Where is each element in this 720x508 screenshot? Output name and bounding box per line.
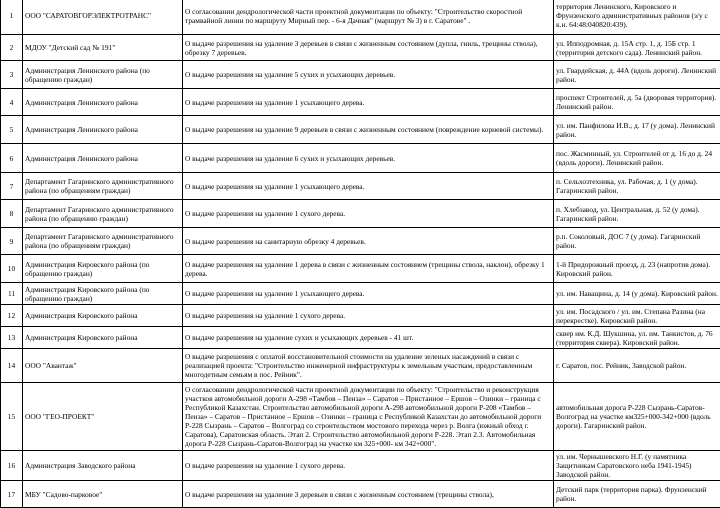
table-body xyxy=(1,0,720,508)
description-cell: О выдаче разрешения на санитарную обрезку 4 деревьев. xyxy=(183,228,554,255)
address-cell: п. Хлебзавод, ул. Центральная, д. 52 (у дома). Гагаринский район. xyxy=(554,200,720,228)
organization-cell: Администрация Заводского района xyxy=(23,451,183,481)
row-number-cell: 4 xyxy=(1,89,23,116)
table-row xyxy=(1,327,720,349)
row-number-cell: 1 xyxy=(1,0,23,35)
description-cell: О выдаче разрешения на удаление 9 деревьев в связи с жизненным состоянием (повреждение корневой системы). xyxy=(183,116,554,144)
table-row xyxy=(1,35,720,61)
row-number-cell: 2 xyxy=(1,35,23,61)
address-cell: пос. Жасминный, ул. Строителей от д. 16 до д. 24 (вдоль дороги). Ленинский район. xyxy=(554,144,720,173)
description-cell: О выдаче разрешения на удаление 1 дерева в связи с жизненным состоянием (трещины ствола, наклон), обрезку 1 дерева. xyxy=(183,255,554,283)
address-cell: сквер им. К.Д. Шукшина, ул. им. Танкистов, д. 76 (территория сквера). Кировский район. xyxy=(554,327,720,349)
description-cell: О выдаче разрешения на удаление 1 усыхающего дерева. xyxy=(183,89,554,116)
row-number-cell: 3 xyxy=(1,61,23,89)
description-cell: О выдаче разрешения на удаление 6 сухих и усыхающих деревьев. xyxy=(183,144,554,173)
organization-cell: МДОУ "Детский сад № 191" xyxy=(23,35,183,61)
row-number-cell: 9 xyxy=(1,228,23,255)
organization-cell: МБУ "Садово-парковое" xyxy=(23,481,183,508)
row-number-cell: 10 xyxy=(1,255,23,283)
organization-cell: Администрация Ленинского района xyxy=(23,116,183,144)
address-cell: ул. им. Посадского / ул. им. Степана Разина (на перекрестке). Кировский район. xyxy=(554,305,720,327)
description-cell: О выдаче разрешения на удаление 1 сухого дерева. xyxy=(183,200,554,228)
row-number-cell: 12 xyxy=(1,305,23,327)
table-row xyxy=(1,173,720,200)
address-cell: ул. Ипподромная, д. 15А стр. 1, д. 15Б стр. 1 (территория детского сада). Ленинский район. xyxy=(554,35,720,61)
organization-cell: Администрация Кировского района (по обращению граждан) xyxy=(23,255,183,283)
table-row xyxy=(1,283,720,305)
table-row xyxy=(1,144,720,173)
organization-cell: Администрация Кировского района (по обращению граждан) xyxy=(23,283,183,305)
description-cell: О выдаче разрешения на удаление 1 сухого дерева. xyxy=(183,305,554,327)
address-cell: ул. им. Наващина, д. 14 (у дома). Кировский район. xyxy=(554,283,720,305)
address-cell: г. Саратов, пос. Рейник, Заводской район. xyxy=(554,349,720,383)
organization-cell: ООО "ГЕО-ПРОЕКТ" xyxy=(23,383,183,451)
description-cell: О выдаче разрешения на удаление 1 усыхающего дерева. xyxy=(183,173,554,200)
description-cell: О выдаче разрешения на удаление сухих и усыхающих деревьев - 41 шт. xyxy=(183,327,554,349)
description-cell: О выдаче разрешения на удаление 3 деревьев в связи с жизненным состоянием (трещины ствола), xyxy=(183,481,554,508)
organization-cell: Администрация Ленинского района (по обращению граждан) xyxy=(23,61,183,89)
row-number-cell: 11 xyxy=(1,283,23,305)
organization-cell: Департамент Гагаринского административного района (по обращению граждан) xyxy=(23,200,183,228)
table-row xyxy=(1,228,720,255)
address-cell: Детский парк (территория парка). Фрунзенский район. xyxy=(554,481,720,508)
organization-cell: Департамент Гагаринского административного района (по обращениям граждан) xyxy=(23,228,183,255)
table-row xyxy=(1,89,720,116)
row-number-cell: 8 xyxy=(1,200,23,228)
address-cell: 1-й Придорожный проезд, д. 23 (напротив дома). Кировский район. xyxy=(554,255,720,283)
row-number-cell: 13 xyxy=(1,327,23,349)
row-number-cell: 16 xyxy=(1,451,23,481)
row-number-cell: 5 xyxy=(1,116,23,144)
address-cell: территория Ленинского, Кировского и Фрунзенского административных районов (з/у с к.н. 64:48:040820:439). xyxy=(554,0,720,35)
organization-cell: Администрация Ленинского района xyxy=(23,89,183,116)
address-cell: проспект Строителей, д. 5а (дворовая территория). Ленинский район. xyxy=(554,89,720,116)
description-cell: О выдаче разрешения на удаление 1 сухого дерева. xyxy=(183,451,554,481)
organization-cell: Администрация Кировского района xyxy=(23,327,183,349)
row-number-cell: 17 xyxy=(1,481,23,508)
organization-cell: Администрация Кировского района xyxy=(23,305,183,327)
address-cell: автомобильная дорога Р-228 Сызрань-Саратов-Волгоград на участке км325+000-342+000 (вдоль дороги). Гагаринский район. xyxy=(554,383,720,451)
table-row xyxy=(1,255,720,283)
address-cell: п. Сельхозтехника, ул. Рабочая, д. 1 (у дома). Гагаринский район. xyxy=(554,173,720,200)
table-row xyxy=(1,305,720,327)
row-number-cell: 6 xyxy=(1,144,23,173)
table-row xyxy=(1,116,720,144)
table-row xyxy=(1,383,720,451)
row-number-cell: 7 xyxy=(1,173,23,200)
organization-cell: Администрация Ленинского района xyxy=(23,144,183,173)
organization-cell: ООО "Авантаж" xyxy=(23,349,183,383)
table-row xyxy=(1,61,720,89)
address-cell: р.п. Соколовый, ДОС 7 (у дома). Гагаринский район. xyxy=(554,228,720,255)
table-row xyxy=(1,0,720,35)
description-cell: О выдаче разрешения на удаление 5 сухих и усыхающих деревьев. xyxy=(183,61,554,89)
address-cell: ул. им. Панфилова И.В., д. 17 (у дома). Ленинский район. xyxy=(554,116,720,144)
organization-cell: ООО "САРАТОВГОРЭЛЕКТРОТРАНС" xyxy=(23,0,183,35)
description-cell: О согласовании дендрологической части проектной документации по объекту: "Строительство скоростной трамвайной линии по маршруту Мирный пер. - 6-я Дачная" (маршрут № 3) в г. Саратове" . xyxy=(183,0,554,35)
row-number-cell: 15 xyxy=(1,383,23,451)
description-cell: О выдаче разрешения с оплатой восстановительной стоимости на удаление зеленых насаждений в связи с реализацией проекта: "Строительство инженерной инфраструктуры к земельным участкам, предоставленным многодетным семьям в пос. Рейник". xyxy=(183,349,554,383)
description-cell: О выдаче разрешения на удаление 3 деревьев в связи с жизненным состоянием (дупла, гниль, трещины ствола), обрезку 7 деревьев. xyxy=(183,35,554,61)
address-cell: ул. им. Чернышевского Н.Г. (у памятника Защитникам Саратовского неба 1941-1945) Заводской район. xyxy=(554,451,720,481)
description-cell: О выдаче разрешения на удаление 1 усыхающего дерева. xyxy=(183,283,554,305)
table-row xyxy=(1,451,720,481)
description-cell: О согласовании дендрологической части проектной документации по объекту: "Строительство и реконструкция участков автомобильной дороги А-298 «Тамбов – Пенза» – Саратов – Пристанное – Ершов – Озинки – граница с Республикой Казахстан. Строительство автомобильной дороги А-298 автомобильной дороги Р-208 «Тамбов – Пенза» – Саратов – Пристанное – Ершов – Озинки – граница с Республикой Казахстан до автомобильной дороги Р-228 Сызрань – Саратов – Волгоград со строительством мостового перехода через р. Волга (южный обход г. Саратова), Саратовская область. Этап 2. Строительство автомобильной дороги Р-228. Этап 2.3. Автомобильная дорога Р-228 Сызрань-Саратов-Волгоград на участке км 325+000- км 342+000". xyxy=(183,383,554,451)
table-row xyxy=(1,481,720,508)
table-row xyxy=(1,349,720,383)
address-cell: ул. Гвардейская, д. 44А (вдоль дороги). Ленинский район. xyxy=(554,61,720,89)
row-number-cell: 14 xyxy=(1,349,23,383)
table-row xyxy=(1,200,720,228)
organization-cell: Департамент Гагаринского административного района (по обращениям граждан) xyxy=(23,173,183,200)
